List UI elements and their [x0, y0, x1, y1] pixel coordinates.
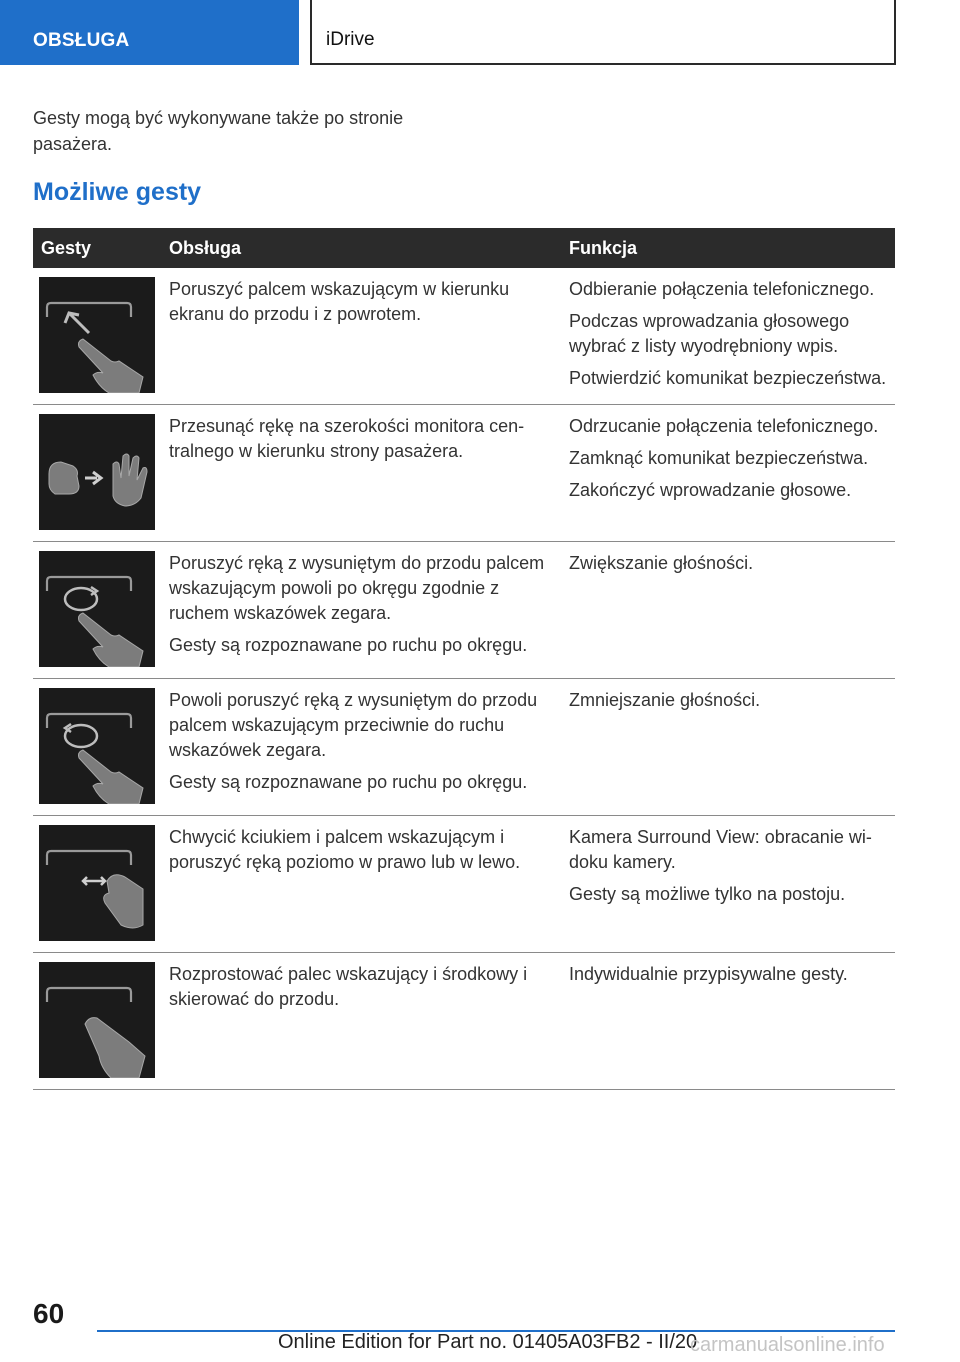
operation-text: Powoli poruszyć ręką z wysuniętym do przodu palcem wskazującym przeciwnie do ruchu wskazówek zegara. — [169, 690, 538, 760]
gesture-cell — [33, 268, 169, 404]
gesture-pinch-swipe-icon — [39, 825, 155, 941]
function-text: Odbieranie połączenia telefonicznego. — [569, 279, 875, 299]
operation-cell — [169, 405, 569, 541]
function-text: Zakończyć wprowadzanie głosowe. — [569, 480, 852, 500]
gesture-hand-swipe-icon — [39, 414, 155, 530]
gestures-table — [33, 228, 895, 1090]
function-text: Zamknąć komunikat bezpieczeństwa. — [569, 448, 869, 468]
operation-text: Gesty są rozpoznawane po ruchu po okręgu. — [169, 635, 528, 655]
gesture-circle-counterclockwise-icon — [39, 688, 155, 804]
function-cell — [569, 268, 895, 404]
section-label: OBSŁUGA — [33, 30, 130, 51]
function-cell — [569, 816, 895, 952]
column-header-function: Funkcja — [569, 237, 638, 258]
operation-cell — [169, 816, 569, 952]
operation-text: Gesty są rozpoznawane po ruchu po okręgu. — [169, 772, 528, 792]
function-text: Gesty są możliwe tylko na postoju. — [569, 884, 846, 904]
section-tab — [0, 0, 299, 65]
watermark: carmanualsonline.info — [690, 1334, 885, 1356]
table-header — [33, 228, 895, 268]
section-heading: Możliwe gesty — [33, 178, 202, 206]
operation-text: Przesunąć rękę na szerokości monitora centralnego w kierunku strony pasażera. — [169, 416, 525, 461]
column-header-operation: Obsługa — [169, 237, 242, 258]
gesture-cell — [33, 816, 169, 952]
function-text: Potwierdzić komunikat bezpieczeństwa. — [569, 368, 887, 388]
function-text: Indywidualnie przypisywalne gesty. — [569, 964, 848, 984]
function-cell — [569, 679, 895, 815]
table-row — [33, 679, 895, 816]
operation-text: Poruszyć ręką z wysuniętym do przodu palcem wskazującym powoli po okręgu zgodnie z ruchem wskazówek zegara. — [169, 553, 545, 623]
function-text: Kamera Surround View: obracanie widoku kamery. — [569, 827, 872, 872]
gesture-cell — [33, 542, 169, 678]
chapter-title: iDrive — [326, 29, 375, 50]
page-number: 60 — [33, 1298, 65, 1329]
gesture-cell — [33, 953, 169, 1089]
operation-text: Poruszyć palcem wskazującym w kierunku ekranu do przodu i z powrotem. — [169, 279, 510, 324]
operation-cell — [169, 268, 569, 404]
gesture-circle-clockwise-icon — [39, 551, 155, 667]
function-cell — [569, 542, 895, 678]
table-row — [33, 405, 895, 542]
table-body — [33, 268, 895, 1090]
gesture-cell — [33, 405, 169, 541]
function-text: Podczas wprowadzania głosowego wybrać z listy wyodrębniony wpis. — [569, 311, 850, 356]
function-text: Odrzucanie połączenia telefonicznego. — [569, 416, 879, 436]
function-text: Zwiększanie głośności. — [569, 553, 754, 573]
function-cell — [569, 953, 895, 1089]
table-row — [33, 816, 895, 953]
operation-cell — [169, 542, 569, 678]
intro-text: Gesty mogą być wykonywane także po stronie pasażera. — [33, 108, 404, 154]
operation-cell — [169, 953, 569, 1089]
gesture-finger-forward-back-icon — [39, 277, 155, 393]
operation-text: Chwycić kciukiem i palcem wskazującym i poruszyć ręką poziomo w prawo lub w lewo. — [169, 827, 521, 872]
table-row — [33, 268, 895, 405]
table-row — [33, 953, 895, 1090]
gesture-two-fingers-icon — [39, 962, 155, 1078]
chapter-header — [310, 0, 896, 65]
function-text: Zmniejszanie głośności. — [569, 690, 761, 710]
operation-cell — [169, 679, 569, 815]
edition-text: Online Edition for Part no. 01405A03FB2 - II/20 — [278, 1331, 698, 1353]
function-cell — [569, 405, 895, 541]
operation-text: Rozprostować palec wskazujący i środkowy i skierować do przodu. — [169, 964, 528, 1009]
column-header-gestures: Gesty — [41, 237, 92, 258]
gesture-cell — [33, 679, 169, 815]
table-row — [33, 542, 895, 679]
